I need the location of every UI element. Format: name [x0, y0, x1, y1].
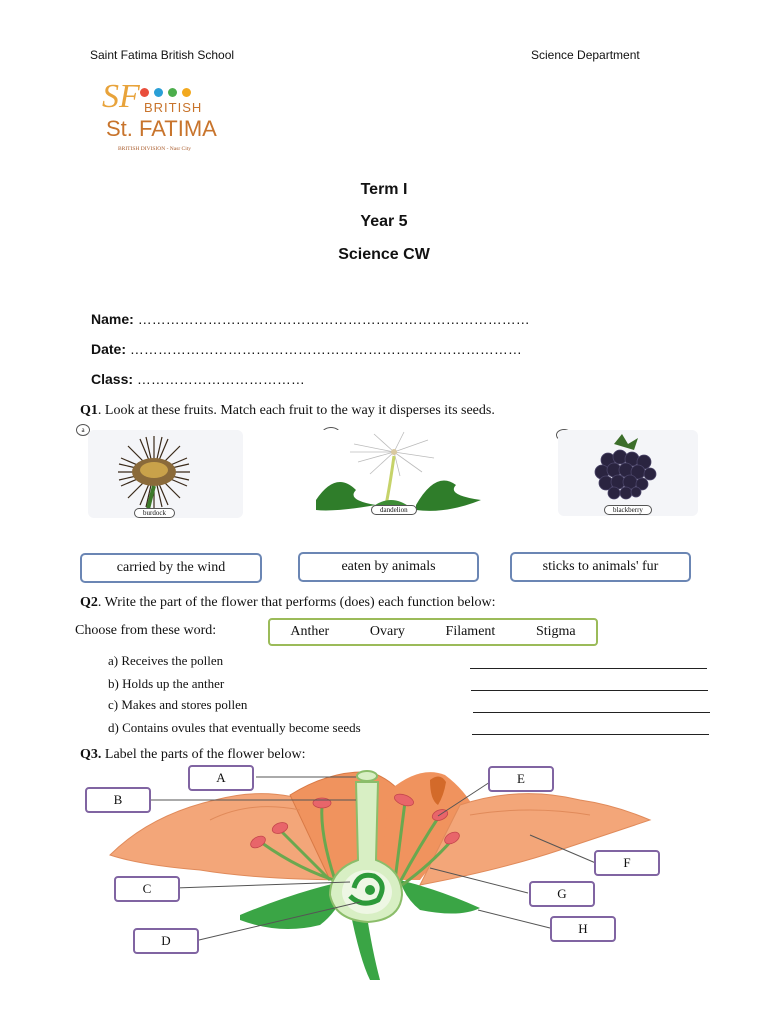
q2-item-c: c) Makes and stores pollen: [108, 697, 248, 712]
name-field[interactable]: [91, 311, 530, 327]
date-blank[interactable]: …………………………………………………………………………: [129, 341, 522, 357]
label-a[interactable]: A: [188, 765, 254, 791]
logo-line3: BRITISH DIVISION - Nasr City: [118, 146, 192, 152]
label-e[interactable]: E: [488, 766, 554, 792]
q2-number: Q2: [80, 595, 98, 610]
fruit-c-name: blackberry: [604, 505, 652, 515]
choice-animal-fur[interactable]: sticks to animals' fur: [510, 552, 691, 582]
fruit-a-image: [88, 430, 243, 518]
logo-line2: St. FATIMA: [106, 116, 217, 141]
q2-item-b: b) Holds up the anther: [108, 676, 225, 691]
answer-line-a[interactable]: [470, 667, 707, 669]
label-d[interactable]: D: [133, 928, 199, 954]
word-stigma: Stigma: [535, 624, 576, 639]
fruit-b-name: dandelion: [371, 505, 417, 515]
title-subject: Science CW: [338, 246, 430, 263]
label-g[interactable]: G: [529, 881, 595, 907]
blackberry-icon: [558, 430, 698, 516]
q2-question: [80, 595, 496, 611]
logo-monogram: SF: [102, 78, 140, 115]
date-field[interactable]: [91, 341, 522, 357]
word-ovary: Ovary: [369, 624, 405, 639]
fruit-a-letter: a: [76, 424, 90, 436]
answer-line-d[interactable]: [472, 733, 709, 735]
q2-text: . Write the part of the flower that performs (does) each function below:: [97, 595, 496, 610]
title-term: Term I: [360, 181, 408, 198]
fruit-a-name: burdock: [134, 508, 175, 518]
label-b[interactable]: B: [85, 787, 151, 813]
answer-line-c[interactable]: [473, 711, 710, 713]
class-blank[interactable]: ………………………………: [136, 371, 305, 387]
dandelion-icon: [316, 430, 484, 515]
department-name: Science Department: [531, 48, 640, 62]
fruit-b-image: [316, 430, 484, 515]
class-field[interactable]: [91, 371, 305, 387]
name-label: Name:: [91, 311, 134, 327]
date-label: Date:: [91, 341, 127, 357]
burdock-icon: [88, 430, 243, 518]
school-name: Saint Fatima British School: [90, 48, 235, 62]
word-filament: Filament: [445, 624, 496, 639]
label-c[interactable]: C: [114, 876, 180, 902]
word-anther: Anther: [290, 624, 330, 639]
label-f[interactable]: F: [594, 850, 660, 876]
choice-animals-eaten[interactable]: eaten by animals: [298, 552, 479, 582]
fruit-c-image: [558, 430, 698, 516]
logo-line1: BRITISH: [144, 100, 203, 115]
title-year: Year 5: [360, 213, 408, 230]
class-label: Class:: [91, 371, 134, 387]
school-logo: [100, 78, 240, 162]
choice-wind[interactable]: carried by the wind: [80, 553, 262, 583]
q1-question: [80, 403, 495, 419]
word-bank: [268, 618, 598, 646]
name-blank[interactable]: …………………………………………………………………………: [137, 311, 530, 327]
q1-text: . Look at these fruits. Match each fruit to the way it disperses its seeds.: [97, 403, 495, 418]
q2-item-a: a) Receives the pollen: [108, 653, 224, 668]
q3-text: Label the parts of the flower below:: [101, 747, 306, 762]
q3-number: Q3.: [80, 747, 102, 762]
label-h[interactable]: H: [550, 916, 616, 942]
choose-label: Choose from these word:: [75, 623, 217, 638]
q2-item-d: d) Contains ovules that eventually become seeds: [108, 720, 361, 735]
q1-number: Q1: [80, 403, 98, 418]
answer-line-b[interactable]: [471, 689, 708, 691]
logo-dots: [140, 88, 208, 98]
